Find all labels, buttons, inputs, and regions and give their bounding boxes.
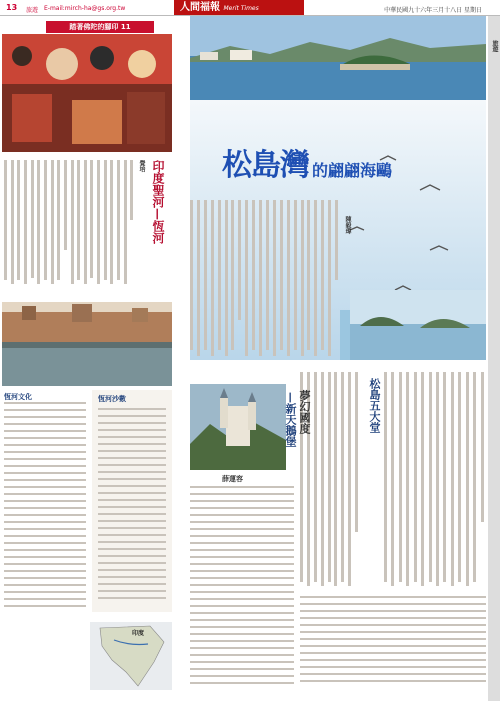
feature-author: 陳毅瑋 — [344, 216, 351, 234]
matsushima-harbor-photo — [190, 16, 486, 100]
series-banner: 踏著佛陀的腳印 11 — [46, 21, 154, 33]
feature-title-small: 的翩翩海鷗 — [312, 161, 393, 180]
side-strip — [488, 16, 500, 701]
ganga-sand-box: 恆河沙數 — [92, 390, 172, 612]
castle-subtitle: —新天鵝堡 — [284, 392, 297, 447]
section-name: 旅遊 — [26, 7, 39, 14]
india-map — [90, 622, 172, 690]
castle-author: 薛運容 — [222, 475, 243, 483]
bay-islands-photo — [350, 290, 486, 360]
castle-body-right — [300, 596, 486, 692]
feature-title-big: 松島灣 — [222, 148, 309, 183]
header-email: E-mail:mirch-ha@gs.org.tw — [44, 5, 126, 12]
castle-title: 夢幻國度 — [298, 390, 311, 434]
india-author: 覺培 — [138, 160, 145, 172]
india-article-body — [4, 160, 134, 288]
issue-date: 中華民國九十六年三月十八日 星期日 — [384, 7, 482, 14]
temple-crowd-photo — [2, 34, 172, 152]
page-header — [0, 0, 500, 16]
map-label: 印度 — [132, 630, 145, 637]
neuschwanstein-castle-photo — [190, 384, 286, 470]
castle-body-left — [190, 486, 294, 692]
feature-body-left — [190, 200, 340, 368]
ganges-culture-heading: 恆河文化 — [4, 393, 32, 401]
subsection-heading: 松島五大堂 — [368, 378, 381, 433]
ganges-ghats-photo — [2, 302, 172, 386]
feature-body-right — [384, 372, 486, 592]
masthead: 人間福報 Merit Times — [174, 0, 304, 15]
india-title: 印度聖河—恆河 — [151, 160, 165, 244]
side-strip-label: 旅遊 — [491, 40, 498, 52]
ganges-culture-text — [4, 402, 86, 614]
page-number: 13 — [6, 3, 18, 12]
